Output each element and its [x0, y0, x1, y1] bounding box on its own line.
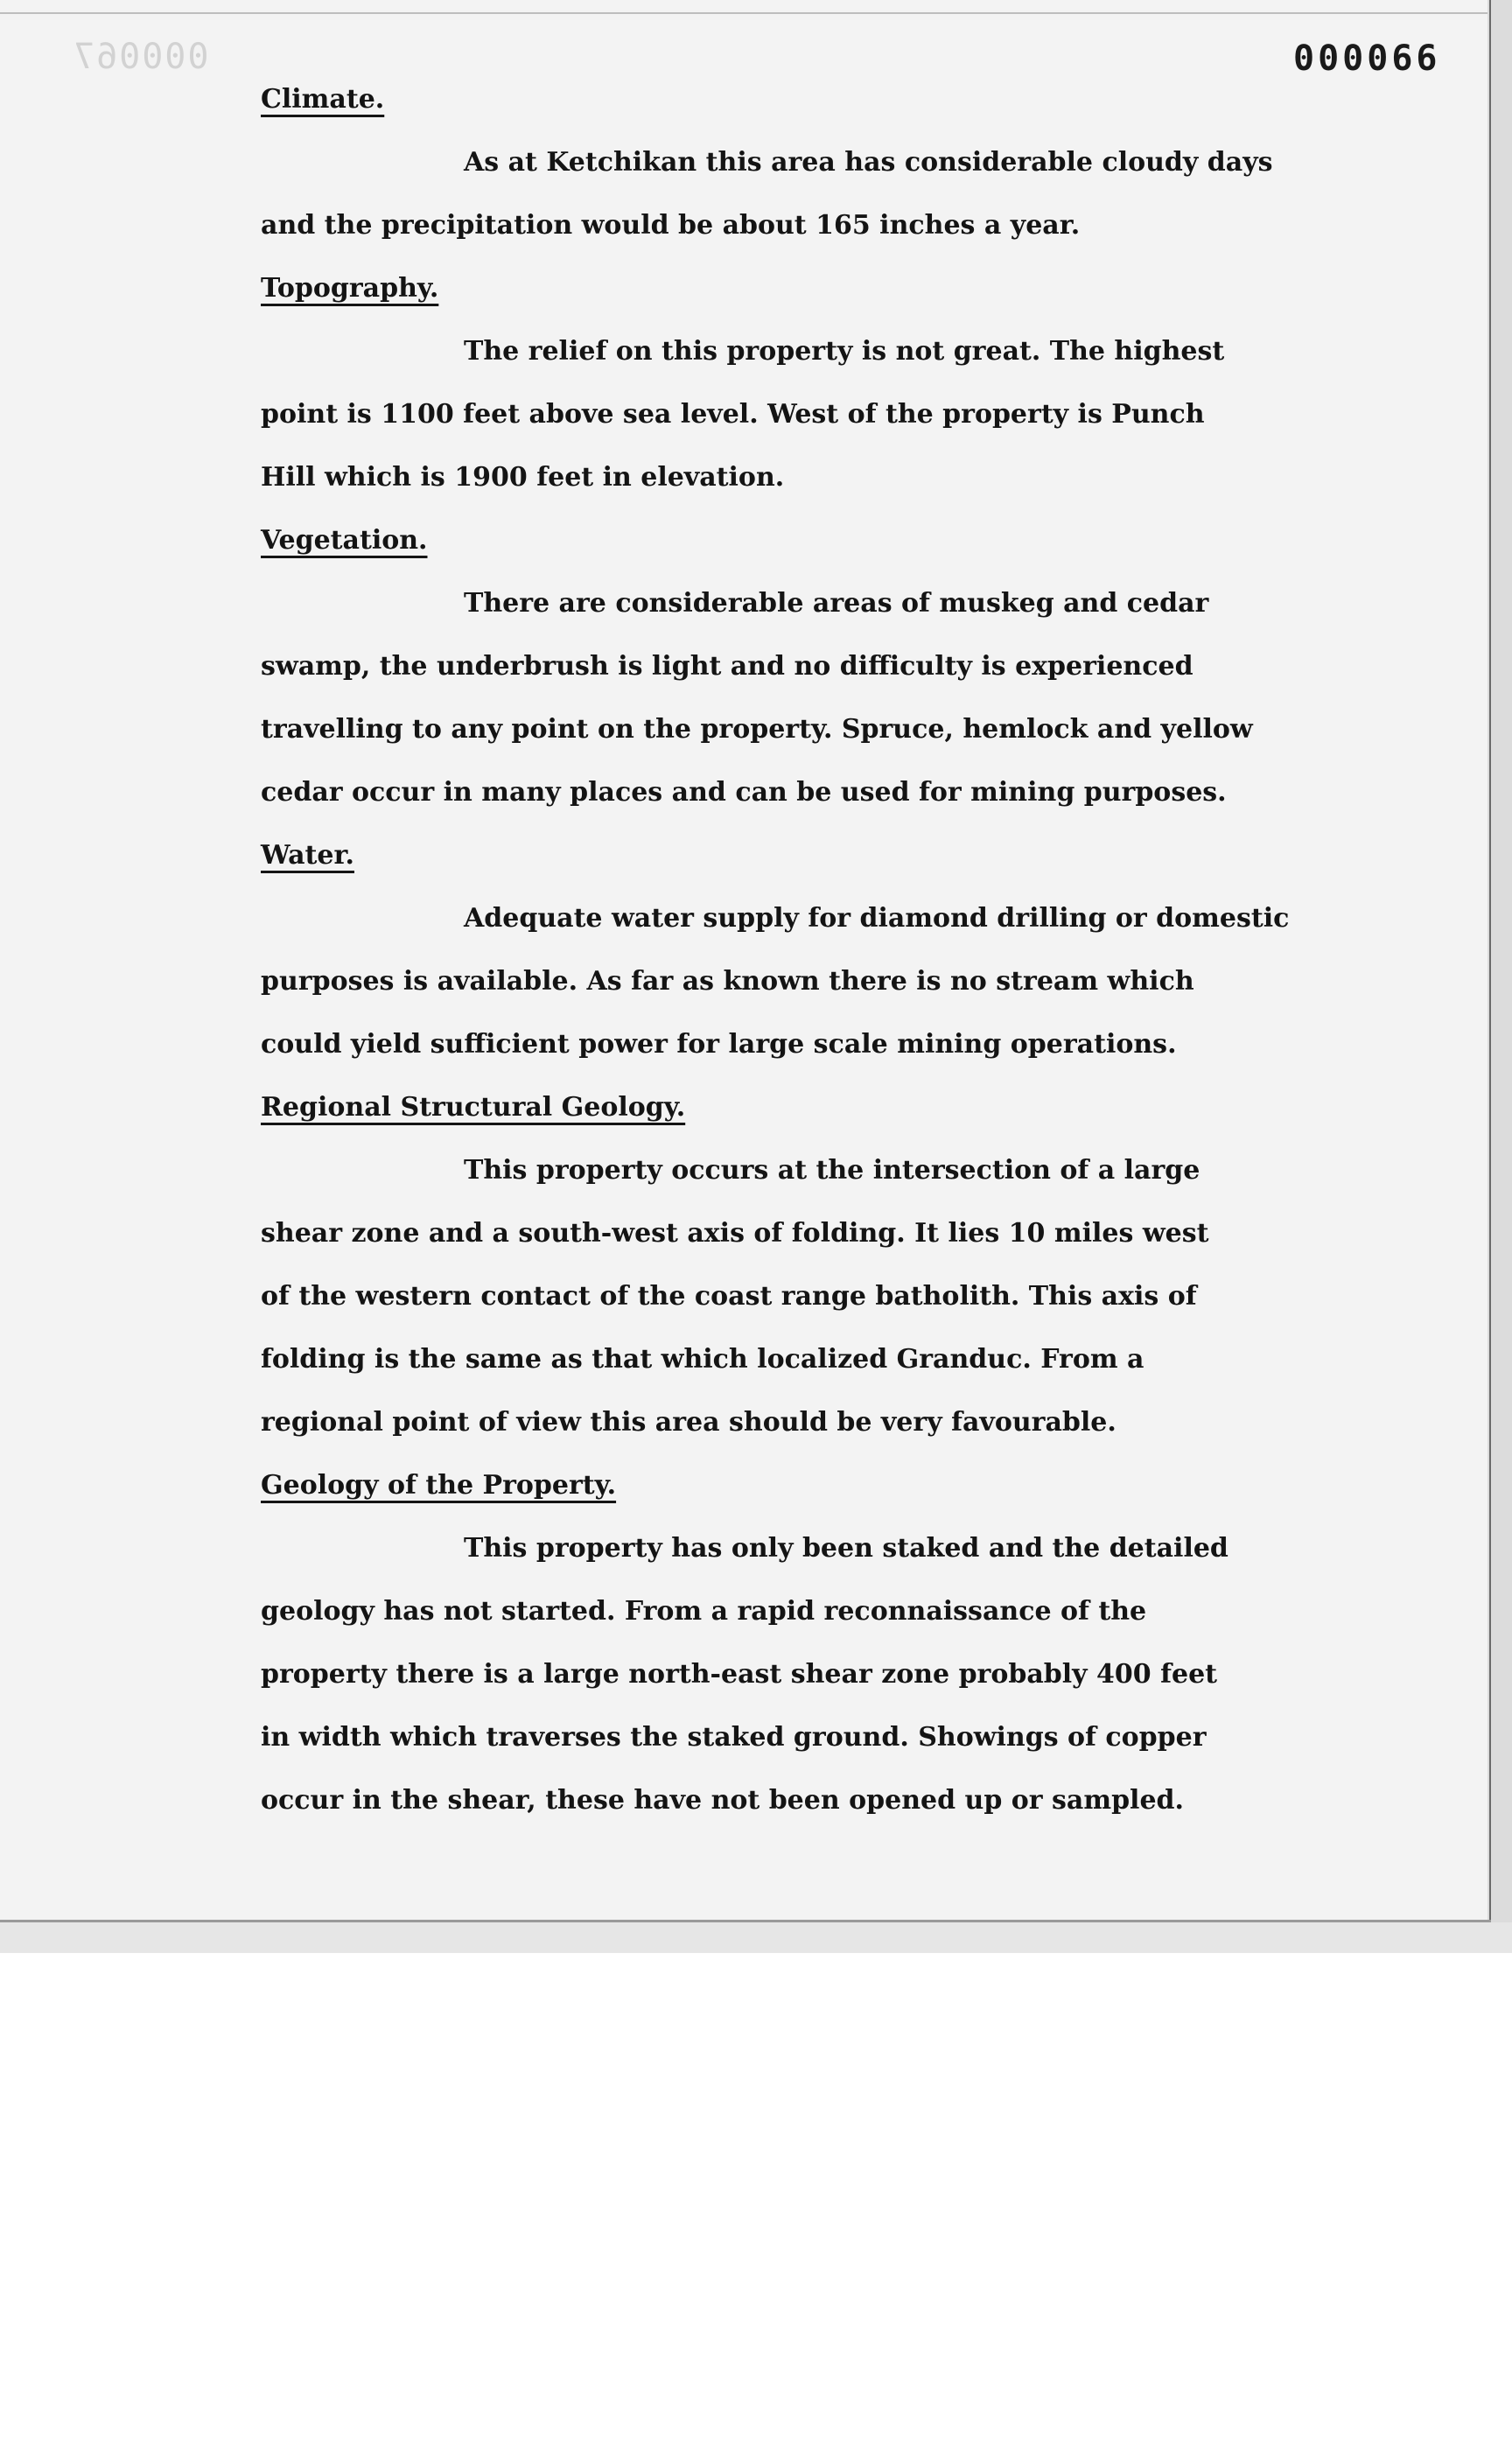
text-line: As at Ketchikan this area has considerable cloudy days [464, 147, 1273, 178]
section-geology-of-the-property [261, 1454, 1398, 1832]
text-line: of the western contact of the coast range batholith. This axis of [261, 1281, 1197, 1312]
text-line: occur in the shear, these have not been opened up or sampled. [261, 1785, 1184, 1816]
text-line: This property has only been staked and the detailed [464, 1533, 1228, 1564]
text-line: The relief on this property is not great. The highest [464, 336, 1225, 367]
section-climate [261, 68, 1398, 257]
section-heading: Vegetation. [261, 525, 428, 556]
text-line: Adequate water supply for diamond drilling or domestic [464, 903, 1290, 934]
text-line: There are considerable areas of muskeg and cedar [464, 588, 1209, 619]
section-heading: Regional Structural Geology. [261, 1092, 686, 1123]
scan-right-edge-line [1489, 0, 1491, 1925]
scan-bottom-band [0, 1922, 1512, 1953]
text-line: Hill which is 1900 feet in elevation. [261, 462, 785, 493]
text-line: folding is the same as that which localized Granduc. From a [261, 1344, 1144, 1375]
scan-right-border [1488, 0, 1512, 1953]
text-line: cedar occur in many places and can be used for mining purposes. [261, 777, 1227, 808]
text-line: point is 1100 feet above sea level. West of the property is Punch [261, 399, 1205, 430]
bleed-through-page-number: 000067 [72, 37, 209, 77]
text-line: swamp, the underbrush is light and no difficulty is experienced [261, 651, 1194, 682]
text-line: purposes is available. As far as known there is no stream which [261, 966, 1194, 997]
page-number: 000066 [1293, 38, 1441, 79]
section-heading: Topography. [261, 273, 439, 304]
text-line: This property occurs at the intersection of a large [464, 1155, 1200, 1186]
text-line: travelling to any point on the property. Spruce, hemlock and yellow [261, 714, 1253, 745]
section-heading: Geology of the Property. [261, 1470, 617, 1501]
section-water [261, 824, 1398, 1076]
text-line: regional point of view this area should be very favourable. [261, 1407, 1116, 1438]
text-line: property there is a large north-east shear zone probably 400 feet [261, 1659, 1218, 1690]
text-line: in width which traverses the staked ground. Showings of copper [261, 1722, 1207, 1753]
section-heading: Water. [261, 840, 354, 871]
section-vegetation [261, 509, 1398, 824]
section-heading: Climate. [261, 84, 385, 115]
section-regional-structural-geology [261, 1076, 1398, 1454]
text-line: geology has not started. From a rapid reconnaissance of the [261, 1596, 1147, 1627]
text-line: shear zone and a south-west axis of folding. It lies 10 miles west [261, 1218, 1209, 1249]
text-line: and the precipitation would be about 165 inches a year. [261, 210, 1081, 241]
text-line: could yield sufficient power for large scale mining operations. [261, 1029, 1177, 1060]
scan-top-edge [0, 12, 1491, 14]
document-body [261, 68, 1398, 1832]
section-topography [261, 257, 1398, 509]
